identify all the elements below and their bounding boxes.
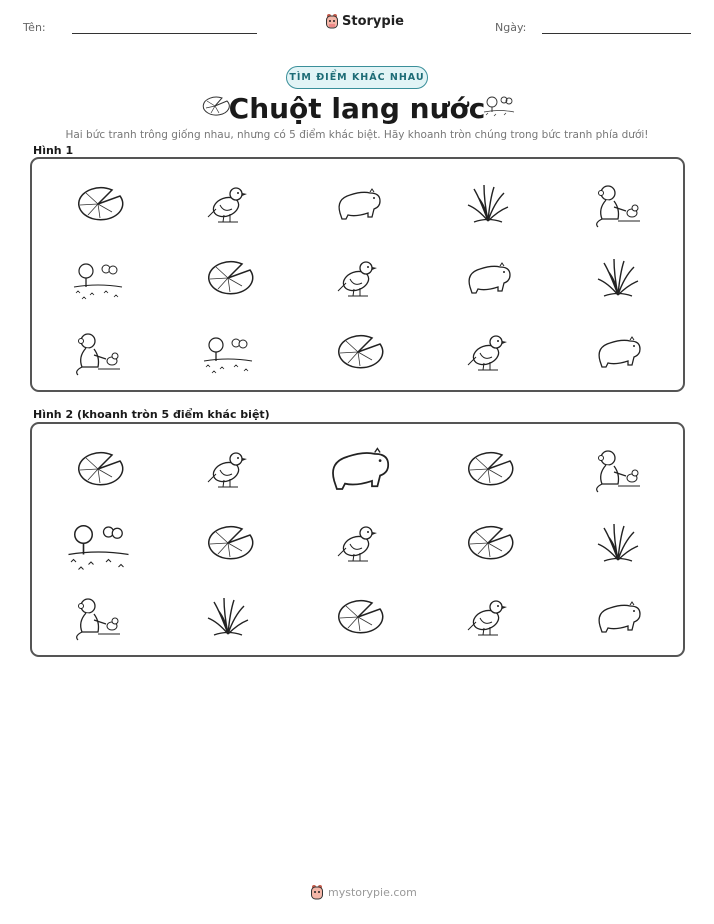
figure-1-bird-r2c3 <box>328 253 388 307</box>
lily-pad-icon <box>68 179 128 229</box>
name-label: Tên: <box>23 21 46 34</box>
figure-1-lily-pad-r1c1 <box>68 179 128 233</box>
capybara-icon <box>328 179 388 229</box>
lily-pad-icon <box>328 327 388 377</box>
footer <box>310 884 417 900</box>
bird-icon <box>198 444 258 494</box>
figure-2-lily-pad-r3c3[interactable] <box>328 592 388 646</box>
footer-url[interactable]: mystorypie.com <box>328 885 417 899</box>
figure-1-panel <box>30 157 685 392</box>
figure-2-capybara-r3c5[interactable] <box>588 592 648 646</box>
capybara-icon <box>588 327 648 377</box>
figure-1-label: Hình 1 <box>33 144 74 157</box>
monkey-icon <box>68 592 128 642</box>
figure-2-grass-r3c2[interactable] <box>198 592 258 646</box>
bird-icon <box>458 327 518 377</box>
figure-1-bird-r3c4 <box>458 327 518 381</box>
lily-pad-icon <box>68 444 128 494</box>
figure-2-lily-pad-r2c2[interactable] <box>198 518 258 572</box>
bird-icon <box>328 253 388 303</box>
capybara-icon <box>458 253 518 303</box>
date-line[interactable] <box>542 33 691 34</box>
lily-pad-icon <box>458 444 518 494</box>
figure-2-lily-pad-r1c4[interactable] <box>458 444 518 498</box>
trees-icon <box>198 327 258 377</box>
storypie-mascot-icon <box>325 13 339 29</box>
storypie-logo <box>325 13 404 29</box>
page-title: Chuột lang nước <box>228 92 486 125</box>
figure-1-lily-pad-r2c2 <box>198 253 258 307</box>
bird-icon <box>458 592 518 642</box>
lily-pad-icon <box>328 592 388 642</box>
figure-1-grass-r1c4 <box>458 179 518 233</box>
figure-2-capybara-r1c3[interactable] <box>318 435 399 507</box>
figure-2-monkey-r3c1[interactable] <box>68 592 128 646</box>
figure-2-lily-pad-r2c4[interactable] <box>458 518 518 572</box>
figure-1-capybara-r1c3 <box>328 179 388 233</box>
figure-1-monkey-r1c5 <box>588 179 648 233</box>
bird-icon <box>328 518 388 568</box>
storypie-mascot-icon <box>310 884 324 900</box>
figure-2-lily-pad-r1c1[interactable] <box>68 444 128 498</box>
figure-1-capybara-r2c4 <box>458 253 518 307</box>
capybara-icon <box>588 592 648 642</box>
figure-2-grass-r2c5[interactable] <box>588 518 648 572</box>
figure-2-monkey-r1c5[interactable] <box>588 444 648 498</box>
instructions: Hai bức tranh trông giống nhau, nhưng có 5 điểm khác biệt. Hãy khoanh tròn chúng trong bức tranh phía dưới! <box>65 129 649 141</box>
figure-2-bird-r3c4[interactable] <box>458 592 518 646</box>
figure-1-capybara-r3c5 <box>588 327 648 381</box>
figure-1-trees-r2c1 <box>68 253 128 307</box>
figure-1-trees-r3c2 <box>198 327 258 381</box>
date-label: Ngày: <box>495 21 527 34</box>
figure-1-monkey-r3c1 <box>68 327 128 381</box>
figure-1-lily-pad-r3c3 <box>328 327 388 381</box>
grass-icon <box>588 518 648 568</box>
figure-2-panel[interactable] <box>30 422 685 657</box>
name-line[interactable] <box>72 33 257 34</box>
brand-name: Storypie <box>342 13 404 29</box>
lily-pad-icon <box>198 253 258 303</box>
grass-icon <box>588 253 648 303</box>
trees-icon <box>68 253 128 303</box>
grass-icon <box>458 179 518 229</box>
monkey-icon <box>588 444 648 494</box>
figure-1-bird-r1c2 <box>198 179 258 233</box>
bird-icon <box>198 179 258 229</box>
figure-2-bird-r2c3[interactable] <box>328 518 388 572</box>
trees-icon <box>61 512 136 575</box>
monkey-icon <box>68 327 128 377</box>
lily-pad-icon <box>458 518 518 568</box>
figure-2-bird-r1c2[interactable] <box>198 444 258 498</box>
grass-icon <box>198 592 258 642</box>
activity-badge: TÌM ĐIỂM KHÁC NHAU <box>286 66 428 89</box>
monkey-icon <box>588 179 648 229</box>
figure-1-grass-r2c5 <box>588 253 648 307</box>
trees-icon <box>482 94 516 118</box>
figure-2-trees-r2c1[interactable] <box>61 512 136 579</box>
lily-pad-icon <box>198 518 258 568</box>
figure-2-label: Hình 2 (khoanh tròn 5 điểm khác biệt) <box>33 408 270 421</box>
capybara-icon <box>318 435 399 503</box>
